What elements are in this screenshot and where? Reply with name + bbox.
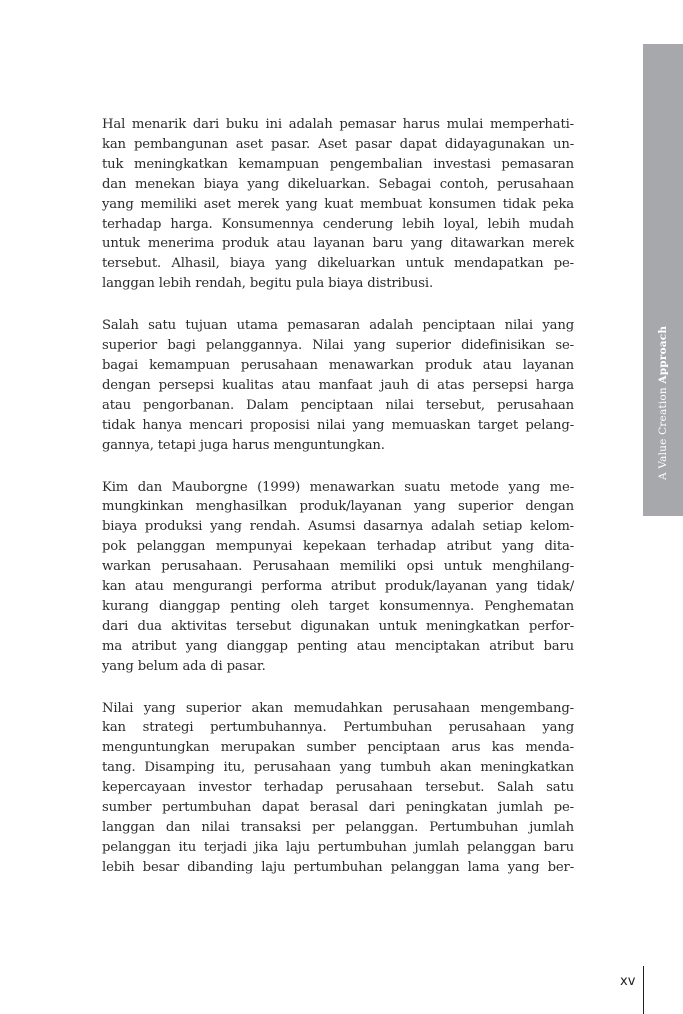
text-line: kan pembangunan aset pasar. Aset pasar dapat didayagunakan un- bbox=[102, 136, 574, 152]
text-line: langgan lebih rendah, begitu pula biaya distribusi. bbox=[102, 276, 433, 292]
text-line: terhadap harga. Konsumennya cenderung lebih loyal, lebih mudah bbox=[102, 216, 574, 232]
text-line: warkan perusahaan. Perusahaan memiliki opsi untuk menghilang- bbox=[102, 559, 574, 575]
text-line: mungkinkan menghasilkan produk/layanan yang superior dengan bbox=[102, 499, 574, 515]
text-line: biaya produksi yang rendah. Asumsi dasarnya adalah setiap kelom- bbox=[102, 519, 574, 535]
text-line: tang. Disamping itu, perusahaan yang tumbuh akan meningkatkan bbox=[102, 760, 574, 776]
text-line: kurang dianggap penting oleh target konsumennya. Penghematan bbox=[102, 598, 574, 614]
page-number: xv bbox=[620, 974, 636, 989]
text-line: atau pengorbanan. Dalam penciptaan nilai tersebut, perusahaan bbox=[102, 397, 574, 413]
text-line: dan menekan biaya yang dikeluarkan. Sebagai contoh, perusahaan bbox=[102, 176, 574, 192]
text-line: yang belum ada di pasar. bbox=[102, 658, 266, 674]
text-line: bagai kemampuan perusahaan menawarkan produk atau layanan bbox=[102, 357, 574, 373]
text-line: ma atribut yang dianggap penting atau menciptakan atribut baru bbox=[102, 638, 574, 654]
paragraph-2 bbox=[102, 316, 574, 455]
chapter-side-tab-label: A Value Creation Approach bbox=[657, 325, 669, 480]
body-text bbox=[102, 115, 574, 900]
text-line: untuk menerima produk atau layanan baru yang ditawarkan merek bbox=[102, 236, 574, 252]
chapter-side-tab bbox=[643, 44, 683, 516]
text-line: tersebut. Alhasil, biaya yang dikeluarkan untuk mendapatkan pe- bbox=[102, 256, 574, 272]
footer-divider bbox=[643, 966, 644, 1014]
paragraph-3 bbox=[102, 478, 574, 677]
text-line: gannya, tetapi juga harus menguntungkan. bbox=[102, 437, 385, 453]
text-line: dari dua aktivitas tersebut digunakan untuk meningkatkan perfor- bbox=[102, 618, 574, 634]
text-line: pok pelanggan mempunyai kepekaan terhadap atribut yang dita- bbox=[102, 539, 574, 555]
text-line: lebih besar dibanding laju pertumbuhan pelanggan lama yang ber- bbox=[102, 859, 574, 875]
text-line: superior bagi pelanggannya. Nilai yang superior didefinisikan se- bbox=[102, 338, 574, 354]
text-line: kan strategi pertumbuhannya. Pertumbuhan perusahaan yang bbox=[102, 720, 574, 736]
text-line: yang memiliki aset merek yang kuat membuat konsumen tidak peka bbox=[102, 196, 574, 212]
paragraph-4 bbox=[102, 699, 574, 878]
text-line: tuk meningkatkan kemampuan pengembalian investasi pemasaran bbox=[102, 156, 574, 172]
text-line: Kim dan Mauborgne (1999) menawarkan suatu metode yang me- bbox=[102, 479, 574, 495]
text-line: pelanggan itu terjadi jika laju pertumbuhan jumlah pelanggan baru bbox=[102, 839, 574, 855]
text-line: langgan dan nilai transaksi per pelanggan. Pertumbuhan jumlah bbox=[102, 820, 574, 835]
text-line: Nilai yang superior akan memudahkan perusahaan mengembang- bbox=[102, 700, 574, 716]
text-line: kan atau mengurangi performa atribut produk/layanan yang tidak/ bbox=[102, 579, 574, 595]
text-line: Salah satu tujuan utama pemasaran adalah penciptaan nilai yang bbox=[102, 318, 574, 334]
paragraph-1 bbox=[102, 115, 574, 294]
text-line: tidak hanya mencari proposisi nilai yang memuaskan target pelang- bbox=[102, 417, 574, 433]
text-line: Hal menarik dari buku ini adalah pemasar harus mulai memperhati- bbox=[102, 117, 574, 132]
text-line: kepercayaan investor terhadap perusahaan tersebut. Salah satu bbox=[102, 780, 574, 796]
text-line: menguntungkan merupakan sumber penciptaan arus kas menda- bbox=[102, 740, 574, 756]
text-line: dengan persepsi kualitas atau manfaat jauh di atas persepsi harga bbox=[102, 377, 574, 393]
text-line: sumber pertumbuhan dapat berasal dari peningkatan jumlah pe- bbox=[102, 800, 574, 816]
